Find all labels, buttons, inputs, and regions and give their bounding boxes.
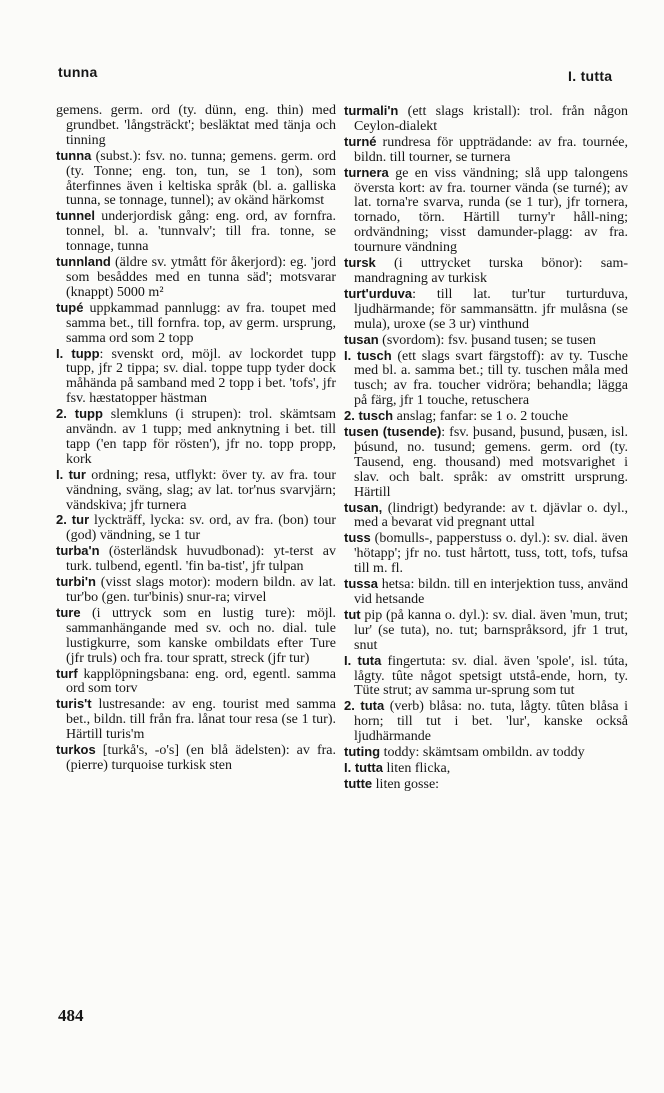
dictionary-entry (344, 654, 628, 700)
entry-text: rundresa för uppträdande: av fra. tournée, bildn. till tourner, se turnera (354, 134, 628, 165)
entry-text: : till lat. tur'tur turturduva, ljudhärmande; för sammansättn. jfr mulåsna (se mula), uroxe (se 3 ur) vinthund (354, 286, 628, 332)
entry-text: liten gosse: (372, 776, 440, 792)
dictionary-entry (56, 407, 336, 468)
dictionary-entry (56, 697, 336, 743)
dictionary-entry (344, 256, 628, 287)
running-head-right: I. tutta (568, 68, 613, 84)
dictionary-entry (344, 104, 628, 135)
entry-text: toddy: skämtsam ombildn. av toddy (380, 745, 585, 761)
entry-text: (ett slags kristall): trol. från någon Ceylon-dialekt (354, 104, 628, 134)
entry-text: lustresande: av eng. tourist med samma bet., bildn. till från fra. lånat tour resa (se 1 tur). Härtill turis'm (66, 697, 336, 743)
entry-headword: tupé (56, 299, 84, 315)
dictionary-entry (344, 531, 628, 577)
entry-text: [turkå's, -o's] (en blå ädelsten): av fra. (pierre) turquoise turkisk sten (66, 743, 336, 773)
entry-headword: 2. tuta (344, 698, 385, 714)
entry-text: (äldre sv. ytmått för åkerjord): eg. 'jord som besåddes med en tunna säd'; motsvarar (knappt) 5000 m² (66, 255, 336, 300)
dictionary-entry (56, 667, 336, 698)
dictionary-entry (56, 347, 336, 408)
dictionary-entry (56, 149, 336, 210)
entry-headword: turbi'n (56, 574, 96, 590)
dictionary-entry (344, 777, 628, 793)
entry-headword: tusan (344, 331, 379, 347)
dictionary-entry (344, 501, 628, 532)
dictionary-entry (344, 349, 628, 410)
dictionary-entry (56, 255, 336, 301)
entry-headword: turba'n (56, 543, 100, 559)
running-head-left: tunna (58, 64, 98, 80)
dictionary-entry (344, 608, 628, 654)
entry-text: (subst.): fsv. no. tunna; gemens. germ. ord (ty. Tonne; eng. ton, tun, se 1 ton), som återfinnes även i keltiska språk (bl. a. galliska tunna, se tonnage, tunnel); av okänd härkomst (66, 148, 336, 209)
entry-headword: turmali'n (344, 103, 399, 118)
entry-text: uppkammad pannlugg: av fra. toupet med samma bet., till fornfra. top, av germ. ursprung, samma ord som 2 topp (66, 300, 336, 346)
entry-text: fingertuta: sv. dial. även 'spole', isl. túta, lågty. tûte något spetsigt utstå-ende, horn, ty. Tüte strut; av samma ur-sprung som tut (354, 653, 628, 699)
entry-text: (ett slags svart färgstoff): av ty. Tusche med bl. a. samma bet.; till ty. tuschen måla med tusch; av fra. toucher vidröra; behandla; lägga på färg, jfr 1 touche, retuschera (354, 348, 628, 409)
entry-text: (visst slags motor): modern bildn. av lat. tur'bo (gen. tur'binis) snur-ra; virvel (66, 575, 336, 605)
page-number: 484 (58, 1006, 84, 1025)
entry-headword: I. tuta (344, 652, 382, 668)
entry-text: lyckträff, lycka: sv. ord, av fra. (bon) tour (god) vändning, se 1 tur (66, 513, 336, 544)
dictionary-entry (344, 577, 628, 608)
entry-headword: tussa (344, 576, 378, 592)
entry-headword: tunnland (56, 254, 111, 270)
entry-headword: tuss (344, 530, 371, 546)
entry-headword: turné (344, 133, 377, 149)
entry-headword: turnera (344, 164, 389, 180)
entry-headword: I. tutta (344, 759, 383, 775)
entry-text: gemens. germ. ord (ty. dünn, eng. thin) med grundbet. 'långsträckt'; besläktat med tänja och tinning (56, 103, 336, 148)
entry-headword: tunna (56, 147, 92, 163)
dictionary-entry (344, 333, 628, 349)
entry-headword: turkos (56, 742, 96, 758)
dictionary-entry (56, 209, 336, 255)
dictionary-entry (344, 699, 628, 745)
entry-text: pip (på kanna o. dyl.): sv. dial. även 'mun, trut; lur' (se tuta), no. tut; barnspråksord, jfr 1 trut, snut (354, 607, 628, 653)
entry-headword: tursk (344, 255, 376, 271)
dictionary-entry (344, 425, 628, 501)
right-column (344, 104, 628, 793)
entry-headword: I. tupp (56, 345, 100, 361)
entry-headword: I. tur (56, 466, 86, 482)
entry-headword: tunnel (56, 208, 95, 224)
dictionary-entry (56, 468, 336, 514)
dictionary-entry (344, 745, 628, 761)
dictionary-entry (344, 135, 628, 166)
entry-headword: 2. tupp (56, 406, 103, 422)
entry-headword: turis't (56, 696, 92, 712)
entry-text: slemkluns (i strupen): trol. skämtsam användn. av 1 tupp; med anknytning i bet. till tapp ('en tapp för rösten'), jfr no. topp propp, kork (66, 407, 337, 467)
dictionary-entry (344, 287, 628, 333)
entry-text: (bomulls-, papperstuss o. dyl.): sv. dial. även 'hötapp'; jfr no. tust hårtott, tuss, tott, tofs, tufsa till m. fl. (354, 531, 628, 577)
entry-text: (svordom): fsv. þusand tusen; se tusen (378, 332, 596, 348)
dictionary-entry (56, 544, 336, 575)
entry-text: kapplöpningsbana: eng. ord, egentl. samma ord som torv (66, 666, 336, 697)
entry-text: ordning; resa, utflykt: över ty. av fra. tour vändning, sväng, slag; av lat. tor'nus svarvjärn; vändskiva; jfr turnera (66, 467, 336, 513)
entry-headword: tusan, (344, 499, 383, 515)
entry-headword: tuting (344, 744, 381, 760)
entry-headword: ture (56, 604, 81, 620)
entry-text: : svenskt ord, möjl. av lockordet tupp tupp, jfr 2 tippa; sv. dial. toppe tupp tyder dock måhända på samband med 2 topp i bet. 'tofs', jfr fsv. hæstatopper hästman (66, 346, 336, 407)
entry-headword: 2. tur (56, 512, 90, 528)
entry-headword: tutte (344, 775, 373, 791)
entry-text: (lindrigt) bedyrande: av t. djävlar o. dyl., med a bevarat vid pregnant uttal (354, 500, 628, 531)
dictionary-entry (56, 575, 336, 606)
dictionary-entry (56, 104, 336, 149)
entry-text: underjordisk gång: eng. ord, av fornfra. tonnel, bl. a. 'tunnvalv'; till fra. tonne, se tonnage, tunna (66, 209, 336, 255)
entry-headword: 2. tusch (344, 408, 394, 424)
dictionary-entry (56, 513, 336, 544)
entry-text: : fsv. þusand, þusund, þusæn, isl. þúsund, no. tusund; gemens. germ. ord (ty. Tausend, eng. thousand) med motsvarighet i slav. och balt. språk: av omstritt ursprung. Härtill (354, 425, 628, 500)
left-column (56, 104, 336, 774)
entry-text: hetsa: bildn. till en interjektion tuss, använd vid hetsande (354, 577, 628, 607)
entry-text: ge en viss vändning; slå upp talongens översta kort: av fra. tourner vända (se turné); av lat. torna're svarva, runda (se 1 tur), jfr tornera, tornado, törn. Härtill turny'r håll-ning; ordvändning; visst damunder-plagg: av fra. tournure vändning (354, 165, 628, 256)
entry-text: (verb) blåsa: no. tuta, lågty. tûten blåsa i horn; till tut i bet. 'lur', kanske också ljudhärmande (354, 699, 628, 745)
entry-headword: tusen (tusende) (344, 424, 442, 440)
entry-headword: turf (56, 665, 78, 681)
dictionary-entry (56, 606, 336, 667)
dictionary-entry (56, 301, 336, 347)
dictionary-entry (344, 761, 628, 777)
entry-text: (i uttrycket turska bönor): sam-mandragning av turkisk (354, 256, 628, 286)
entry-text: anslag; fanfar: se 1 o. 2 touche (393, 409, 569, 425)
entry-text: liten flicka, (383, 760, 451, 776)
entry-text: (i uttryck som en lustig ture): möjl. sammanhängande med sv. och no. dial. tule lustigkurre, som kanske ombildats efter Ture (jfr truls) och fra. tour spratt, streck (jfr tur) (66, 605, 336, 666)
entry-headword: tut (344, 606, 361, 622)
dictionary-entry (56, 743, 336, 774)
dictionary-entry (344, 166, 628, 256)
entry-headword: I. tusch (344, 347, 392, 363)
dictionary-entry (344, 409, 628, 425)
entry-headword: turt'urduva (344, 285, 413, 301)
entry-text: (österländsk huvudbonad): yt-terst av turk. tulbend, egentl. 'fin ba-tist', jfr tulpan (66, 544, 336, 575)
